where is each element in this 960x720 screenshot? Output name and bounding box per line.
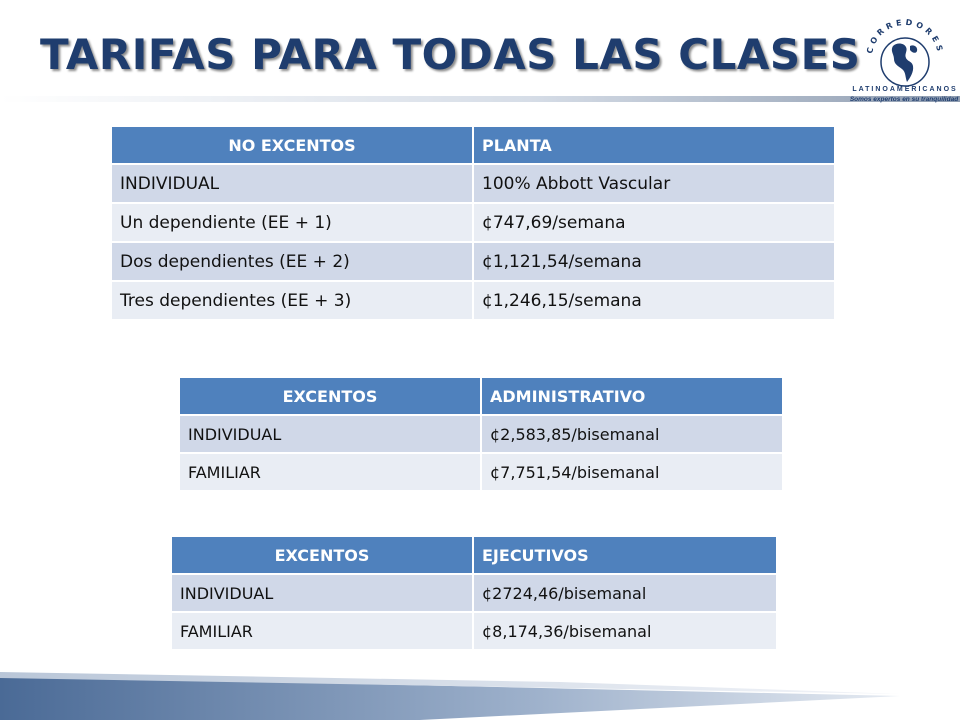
planta-rates-table [110,125,836,321]
table-cell: FAMILIAR [171,612,473,650]
table-header-row [111,126,835,164]
page-title: TARIFAS PARA TODAS LAS CLASES [40,30,861,79]
table-cell: INDIVIDUAL [171,574,473,612]
table-cell: ¢7,751,54/bisemanal [481,453,783,491]
table-row [179,415,783,453]
table-cell: Tres dependientes (EE + 3) [111,281,473,320]
header-cell: EXCENTOS [171,536,473,574]
header-cell: PLANTA [473,126,835,164]
table-cell: ¢8,174,36/bisemanal [473,612,777,650]
logo-line1: LATINOAMERICANOS [852,86,958,93]
table-header-row [171,536,777,574]
table-cell: INDIVIDUAL [111,164,473,203]
table-cell: ¢1,121,54/semana [473,242,835,281]
footer-swoosh-decoration [0,668,960,720]
header-cell: EJECUTIVOS [473,536,777,574]
logo-tagline: Somos expertos en su tranquilidad [849,96,959,103]
table-cell: INDIVIDUAL [179,415,481,453]
header-cell: EXCENTOS [179,377,481,415]
table-row [179,453,783,491]
table-cell: Dos dependientes (EE + 2) [111,242,473,281]
table-cell: ¢2,583,85/bisemanal [481,415,783,453]
table-cell: 100% Abbott Vascular [473,164,835,203]
header-cell: NO EXCENTOS [111,126,473,164]
table-cell: ¢1,246,15/semana [473,281,835,320]
table-cell: ¢2724,46/bisemanal [473,574,777,612]
table-row [171,574,777,612]
table-row [111,242,835,281]
table-row [111,164,835,203]
table-row [111,203,835,242]
logo-arc-text: CORREDORES [865,17,945,56]
table-header-row [179,377,783,415]
table-cell: FAMILIAR [179,453,481,491]
header-cell: ADMINISTRATIVO [481,377,783,415]
table-cell: ¢747,69/semana [473,203,835,242]
table-cell: Un dependiente (EE + 1) [111,203,473,242]
table-row [171,612,777,650]
corredores-globe-logo [850,6,960,110]
administrativo-rates-table [178,376,784,492]
title-divider [0,96,960,102]
table-row [111,281,835,320]
ejecutivos-rates-table [170,535,778,651]
